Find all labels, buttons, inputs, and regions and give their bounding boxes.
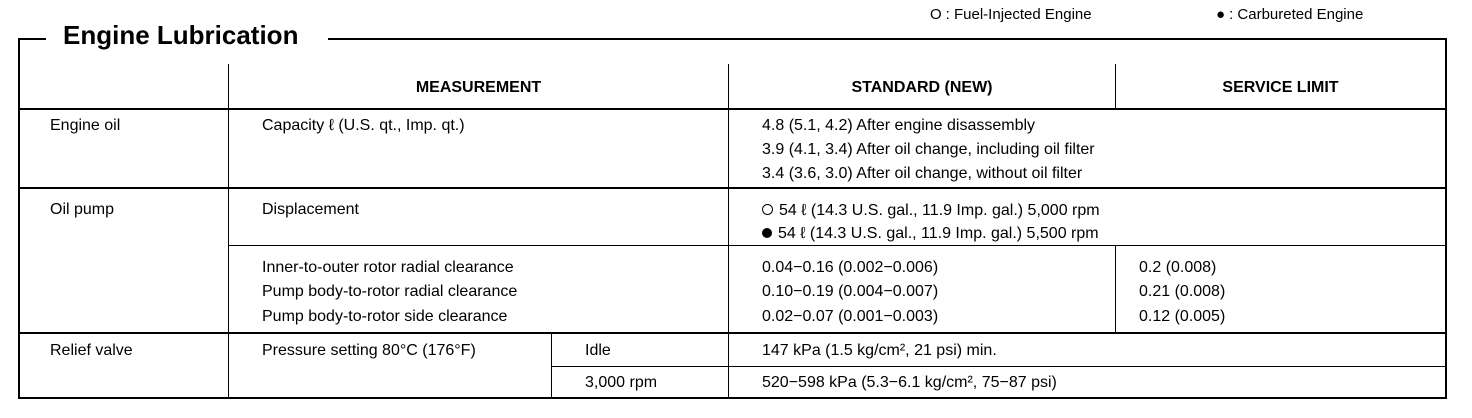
header-service-limit: SERVICE LIMIT [1222,79,1339,96]
fuel-injected-symbol: O [930,6,942,23]
legend-carbureted [1216,6,1363,23]
standard-displacement-fi [762,199,1100,222]
measurement-pressure-setting: Pressure setting 80°C (176°F) [262,342,476,359]
fuel-injected-label: : Fuel-Injected Engine [945,6,1092,23]
item-oil-pump: Oil pump [50,201,115,218]
measurement-clearance-3: Pump body-to-rotor side clearance [262,308,508,325]
standard-clearance-2: 0.10−0.19 (0.004−0.007) [762,283,939,300]
measurement-clearance-1: Inner-to-outer rotor radial clearance [262,259,514,276]
standard-displacement-carb [762,222,1099,245]
frame-top-right [328,38,1447,40]
measurement-clearance-2: Pump body-to-rotor radial clearance [262,283,518,300]
row-divider-oil-pump [18,332,1447,334]
measurement-capacity: Capacity ℓ (U.S. qt., Imp. qt.) [262,117,465,134]
item-relief-valve: Relief valve [50,342,133,359]
carbureted-symbol: ● [1216,6,1226,23]
section-title: Engine Lubrication [63,20,299,50]
standard-capacity-3: 3.4 (3.6, 3.0) After oil change, without oil filter [762,165,1083,182]
displacement-carb-value: 54 ℓ (14.3 U.S. gal., 11.9 Imp. gal.) 5,500 rpm [778,225,1099,242]
standard-clearance-1: 0.04−0.16 (0.002−0.006) [762,259,939,276]
standard-clearance-3: 0.02−0.07 (0.001−0.003) [762,308,939,325]
row-divider-displacement [228,245,1447,246]
legend-fuel-injected [930,6,1092,23]
carbureted-label: : Carbureted Engine [1229,6,1364,23]
displacement-fi-value: 54 ℓ (14.3 U.S. gal., 11.9 Imp. gal.) 5,000 rpm [779,202,1100,219]
limit-clearance-2: 0.21 (0.008) [1139,283,1226,300]
col-divider-measurement [728,64,729,399]
relief-idle-label: Idle [585,342,611,359]
col-divider-limit-clearance [1115,245,1116,333]
col-divider-relief-sub [551,333,552,398]
relief-idle-value: 147 kPa (1.5 kg/cm², 21 psi) min. [762,342,997,359]
fuel-injected-marker-icon [762,204,773,215]
header-standard: STANDARD (NEW) [851,79,993,96]
frame-right [1445,38,1447,399]
standard-capacity-2: 3.9 (4.1, 3.4) After oil change, including oil filter [762,141,1095,158]
limit-clearance-3: 0.12 (0.005) [1139,308,1226,325]
header-measurement: MEASUREMENT [415,79,542,96]
frame-top-left [18,38,46,40]
standard-capacity-1: 4.8 (5.1, 4.2) After engine disassembly [762,117,1036,134]
limit-clearance-1: 0.2 (0.008) [1139,259,1217,276]
row-divider-engine-oil [18,187,1447,189]
header-divider [18,108,1447,110]
col-divider-item [228,64,229,399]
row-divider-idle [551,366,1447,367]
relief-rpm-label: 3,000 rpm [585,374,658,391]
frame-bottom [18,397,1447,399]
measurement-displacement: Displacement [262,201,359,218]
carbureted-marker-icon [762,228,772,238]
relief-rpm-value: 520−598 kPa (5.3−6.1 kg/cm², 75−87 psi) [762,374,1057,391]
item-engine-oil: Engine oil [50,117,121,134]
frame-left [18,38,20,399]
